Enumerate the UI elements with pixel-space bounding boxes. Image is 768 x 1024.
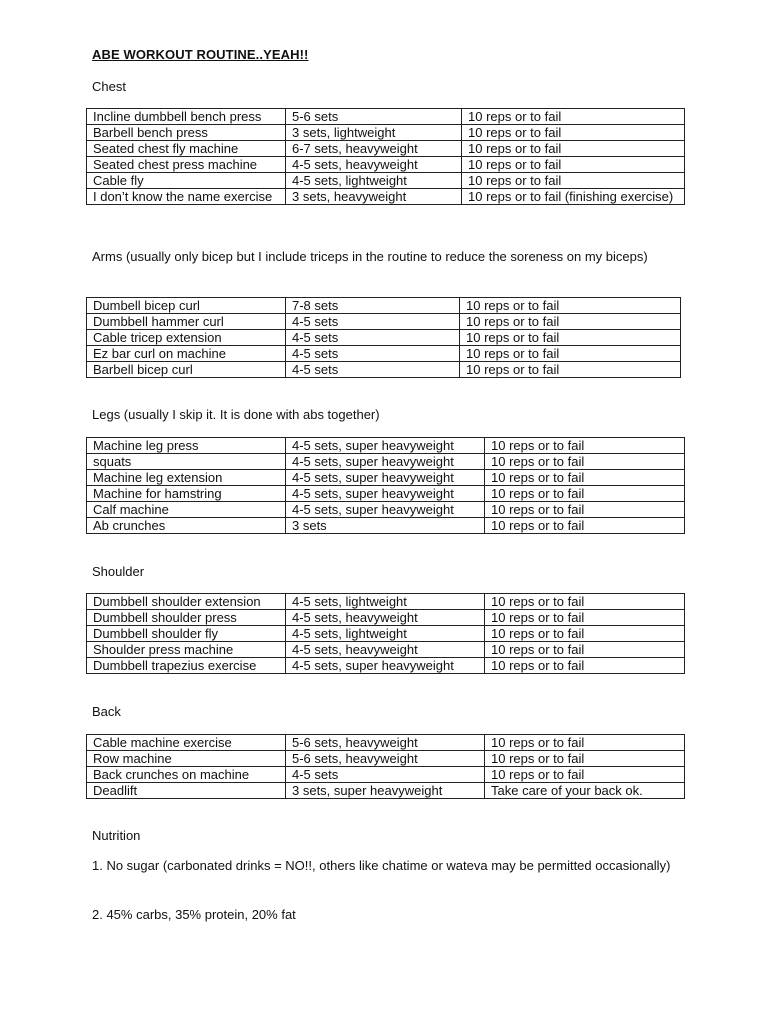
table-arms [86,297,681,378]
exercise-cell: Machine leg press [87,438,286,454]
exercise-cell: Dumbbell shoulder extension [87,594,286,610]
reps-cell: 10 reps or to fail [485,594,685,610]
exercise-cell: Dumbbell shoulder press [87,610,286,626]
table-chest [86,108,685,205]
document-title: ABE WORKOUT ROUTINE..YEAH!! [92,47,309,62]
reps-cell: Take care of your back ok. [485,783,685,799]
sets-cell: 4-5 sets, super heavyweight [286,438,485,454]
exercise-cell: Ab crunches [87,518,286,534]
reps-cell: 10 reps or to fail [460,298,681,314]
sets-cell: 4-5 sets, heavyweight [286,610,485,626]
sets-cell: 4-5 sets, super heavyweight [286,470,485,486]
sets-cell: 5-6 sets, heavyweight [286,735,485,751]
reps-cell: 10 reps or to fail [485,454,685,470]
sets-cell: 3 sets, heavyweight [286,189,462,205]
exercise-cell: Deadlift [87,783,286,799]
table-row [87,751,685,767]
exercise-cell: Calf machine [87,502,286,518]
sets-cell: 4-5 sets, heavyweight [286,157,462,173]
section-heading-shoulder: Shoulder [92,564,145,579]
sets-cell: 3 sets, super heavyweight [286,783,485,799]
nutrition-item-1: 1. No sugar (carbonated drinks = NO!!, others like chatime or wateva may be permitted occasionally) [92,858,671,873]
sets-cell: 4-5 sets [286,314,460,330]
table-row [87,626,685,642]
reps-cell: 10 reps or to fail [485,735,685,751]
table-row [87,470,685,486]
exercise-cell: Row machine [87,751,286,767]
reps-cell: 10 reps or to fail [485,438,685,454]
sets-cell: 3 sets, lightweight [286,125,462,141]
section-heading-nutrition: Nutrition [92,828,141,843]
reps-cell: 10 reps or to fail [485,751,685,767]
exercise-cell: Seated chest fly machine [87,141,286,157]
exercise-cell: I don’t know the name exercise [87,189,286,205]
nutrition-item-2: 2. 45% carbs, 35% protein, 20% fat [92,907,296,922]
table-row [87,610,685,626]
sets-cell: 5-6 sets [286,109,462,125]
reps-cell: 10 reps or to fail [485,642,685,658]
exercise-cell: Cable machine exercise [87,735,286,751]
table-row [87,173,685,189]
table-row [87,518,685,534]
table-row [87,767,685,783]
reps-cell: 10 reps or to fail [485,658,685,674]
reps-cell: 10 reps or to fail [462,157,685,173]
table-row [87,125,685,141]
reps-cell: 10 reps or to fail [485,767,685,783]
section-heading-back: Back [92,704,121,719]
sets-cell: 4-5 sets [286,346,460,362]
exercise-cell: Seated chest press machine [87,157,286,173]
table-row [87,594,685,610]
sets-cell: 5-6 sets, heavyweight [286,751,485,767]
sets-cell: 4-5 sets, super heavyweight [286,454,485,470]
table-row [87,330,681,346]
reps-cell: 10 reps or to fail [485,626,685,642]
sets-cell: 4-5 sets, lightweight [286,626,485,642]
table-row [87,189,685,205]
table-row [87,735,685,751]
section-heading-chest: Chest [92,79,126,94]
table-shoulder [86,593,685,674]
reps-cell: 10 reps or to fail [462,125,685,141]
reps-cell: 10 reps or to fail (finishing exercise) [462,189,685,205]
reps-cell: 10 reps or to fail [485,502,685,518]
exercise-cell: Dumbbell hammer curl [87,314,286,330]
table-back [86,734,685,799]
table-row [87,314,681,330]
sets-cell: 4-5 sets [286,362,460,378]
table-row [87,362,681,378]
sets-cell: 4-5 sets, super heavyweight [286,658,485,674]
exercise-cell: Cable fly [87,173,286,189]
exercise-cell: Barbell bench press [87,125,286,141]
exercise-cell: Incline dumbbell bench press [87,109,286,125]
reps-cell: 10 reps or to fail [462,173,685,189]
reps-cell: 10 reps or to fail [485,486,685,502]
sets-cell: 4-5 sets, super heavyweight [286,486,485,502]
reps-cell: 10 reps or to fail [462,109,685,125]
sets-cell: 4-5 sets [286,767,485,783]
table-legs [86,437,685,534]
table-row [87,642,685,658]
reps-cell: 10 reps or to fail [462,141,685,157]
exercise-cell: Dumbbell shoulder fly [87,626,286,642]
table-row [87,438,685,454]
table-row [87,346,681,362]
sets-cell: 7-8 sets [286,298,460,314]
section-heading-legs: Legs (usually I skip it. It is done with abs together) [92,407,380,422]
exercise-cell: Shoulder press machine [87,642,286,658]
table-row [87,454,685,470]
exercise-cell: Machine leg extension [87,470,286,486]
table-row [87,658,685,674]
table-row [87,298,681,314]
reps-cell: 10 reps or to fail [460,346,681,362]
exercise-cell: Dumbbell trapezius exercise [87,658,286,674]
exercise-cell: Back crunches on machine [87,767,286,783]
section-heading-arms: Arms (usually only bicep but I include triceps in the routine to reduce the soreness on my biceps) [92,249,648,264]
exercise-cell: Barbell bicep curl [87,362,286,378]
reps-cell: 10 reps or to fail [460,362,681,378]
table-row [87,109,685,125]
reps-cell: 10 reps or to fail [485,610,685,626]
exercise-cell: Machine for hamstring [87,486,286,502]
reps-cell: 10 reps or to fail [485,470,685,486]
exercise-cell: squats [87,454,286,470]
reps-cell: 10 reps or to fail [485,518,685,534]
sets-cell: 4-5 sets [286,330,460,346]
table-row [87,157,685,173]
table-row [87,141,685,157]
sets-cell: 3 sets [286,518,485,534]
table-row [87,783,685,799]
exercise-cell: Ez bar curl on machine [87,346,286,362]
table-row [87,502,685,518]
sets-cell: 4-5 sets, heavyweight [286,642,485,658]
sets-cell: 4-5 sets, lightweight [286,173,462,189]
sets-cell: 4-5 sets, super heavyweight [286,502,485,518]
exercise-cell: Dumbell bicep curl [87,298,286,314]
exercise-cell: Cable tricep extension [87,330,286,346]
reps-cell: 10 reps or to fail [460,330,681,346]
table-row [87,486,685,502]
sets-cell: 6-7 sets, heavyweight [286,141,462,157]
reps-cell: 10 reps or to fail [460,314,681,330]
sets-cell: 4-5 sets, lightweight [286,594,485,610]
